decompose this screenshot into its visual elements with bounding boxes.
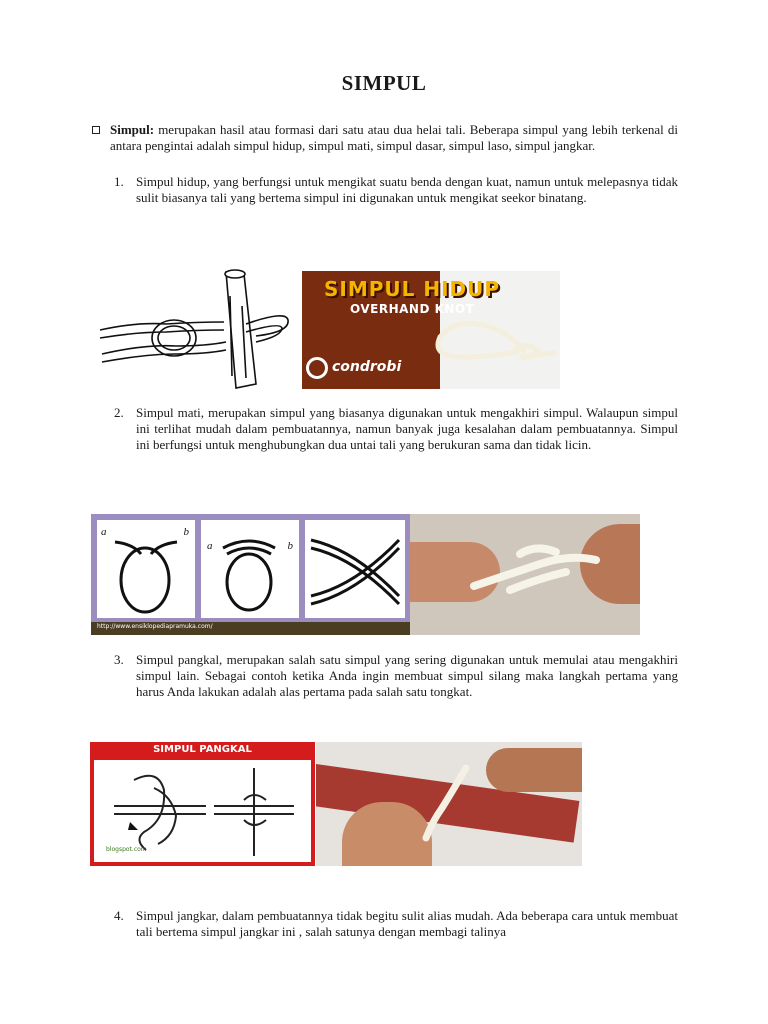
item-text-simpul-mati: Simpul mati, merupakan simpul yang biasanya digunakan untuk mengakhiri simpul. Walaupun simpul ini terlihat mudah dalam pembuatannya, namun banyak juga kesalahan dalam pembuatannya. Simpul ini berfungsi untuk menghubungkan dua untai tali yang berukuran sama dan tidak licin.: [136, 405, 678, 453]
knot-step-1: [97, 520, 195, 618]
simpul-pangkal-diagram: [90, 742, 315, 866]
intro-term: Simpul:: [110, 122, 155, 137]
rope-knot-icon: [470, 534, 600, 604]
checkbox-bullet-icon: [92, 126, 100, 134]
item-text-simpul-jangkar: Simpul jangkar, dalam pembuatannya tidak begitu sulit alias mudah. Ada beberapa cara untuk membuat tali bertema simpul jangkar ini , salah satunya dengan membagi talinya: [136, 908, 678, 940]
intro-paragraph: [110, 122, 678, 154]
banner-title: SIMPUL HIDUP: [324, 277, 501, 301]
item-number: 4.: [114, 908, 124, 923]
brand-logo-icon: [306, 357, 328, 379]
knot-step-2: [201, 520, 299, 618]
simpul-mati-photo: [410, 514, 640, 635]
intro-text: merupakan hasil atau formasi dari satu atau dua helai tali. Beberapa simpul yang lebih terkenal di antara pengintai adalah simpul hidup, simpul mati, simpul dasar, simpul laso, simpul jangkar.: [110, 122, 678, 154]
watermark: blogspot.com: [106, 846, 147, 853]
hand-right: [486, 748, 582, 792]
label-a: a: [101, 526, 107, 538]
simpul-hidup-drawing: [96, 266, 292, 394]
label-a: a: [207, 540, 213, 552]
diagram-panel: [94, 760, 311, 862]
item-number: 3.: [114, 652, 124, 667]
item-number: 2.: [114, 405, 124, 420]
rope-icon: [416, 762, 476, 842]
label-b: b: [287, 540, 293, 552]
source-url: http://www.ensiklopediapramuka.com/: [97, 623, 213, 630]
simpul-mati-strip: [91, 514, 640, 635]
banner-subtitle: OVERHAND KNOT: [350, 302, 475, 316]
knot-step-3: [305, 520, 405, 618]
simpul-pangkal-photo: [316, 742, 582, 866]
rope-loop-icon: [420, 307, 560, 389]
simpul-hidup-banner: [302, 271, 560, 389]
item-text-simpul-hidup: Simpul hidup, yang berfungsi untuk mengikat suatu benda dengan kuat, namun untuk melepasnya tidak sulit biasanya tali yang bertema simpul ini digunakan untuk mengikat seekor binatang.: [136, 174, 678, 206]
item-number: 1.: [114, 174, 124, 189]
label-b: b: [183, 526, 189, 538]
diagram-title: SIMPUL PANGKAL: [153, 744, 252, 755]
page-title: SIMPUL: [341, 71, 427, 95]
item-text-simpul-pangkal: Simpul pangkal, merupakan salah satu simpul yang sering digunakan untuk memulai atau mengakhiri simpul lain. Sebagai contoh ketika Anda ingin membuat simpul silang maka langkah pertama yang harus Anda lakukan adalah alas pertama pada salah satu tongkat.: [136, 652, 678, 700]
brand-name: condrobi: [332, 359, 402, 375]
